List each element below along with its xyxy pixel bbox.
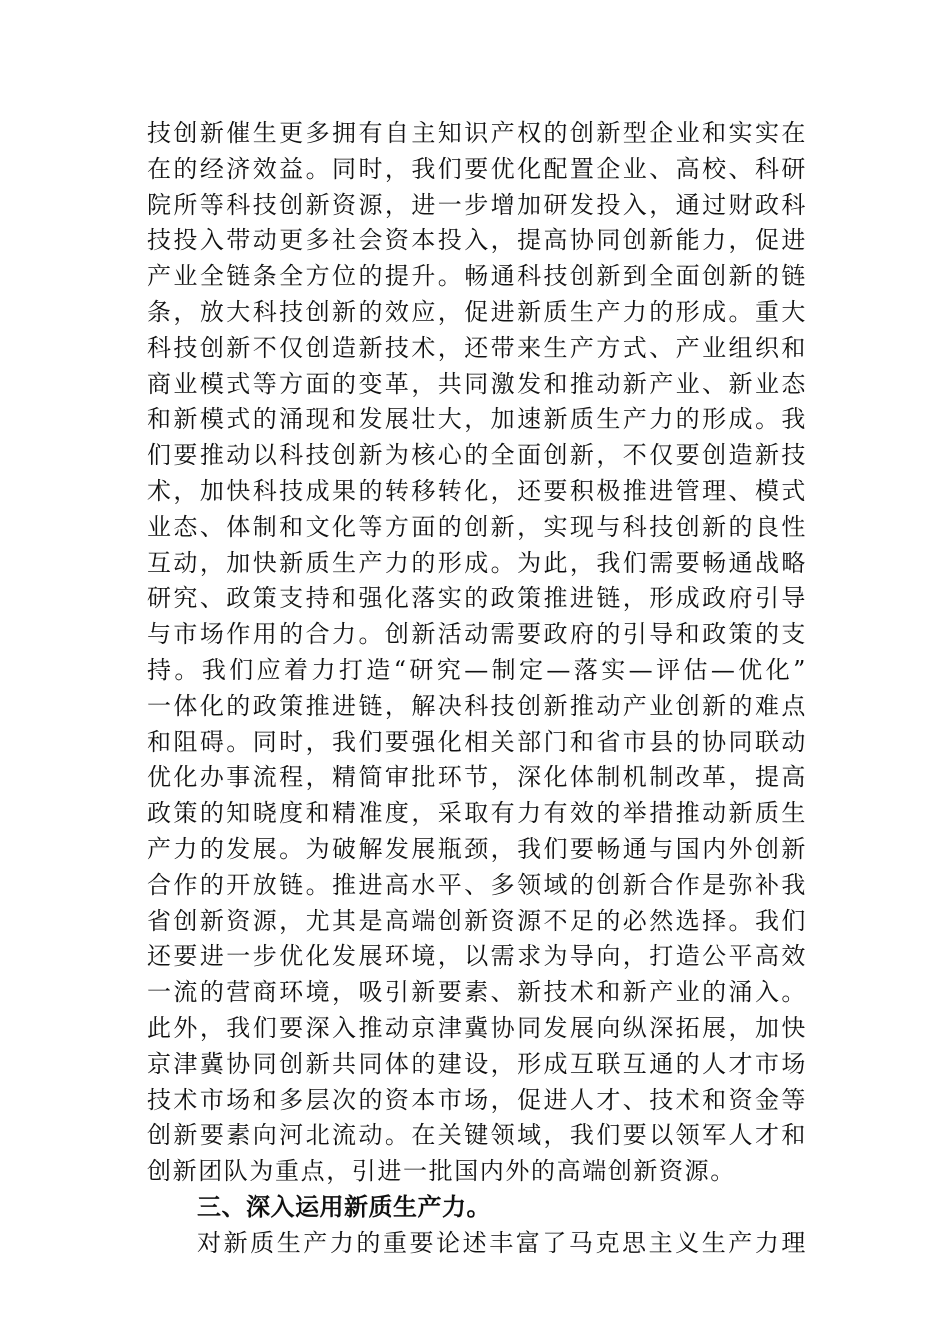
- paragraph-line: 京津冀协同创新共同体的建设，形成互联互通的人才市场: [147, 1049, 807, 1078]
- paragraph-line: 与市场作用的合力。创新活动需要政府的引导和政策的支: [147, 620, 807, 649]
- paragraph-line: 一流的营商环境，吸引新要素、新技术和新产业的涌入。: [147, 978, 807, 1007]
- paragraph-line: 优化办事流程，精简审批环节，深化体制机制改革，提高: [147, 763, 807, 792]
- paragraph-line: 创新要素向河北流动。在关键领域，我们要以领军人才和: [147, 1121, 807, 1150]
- paragraph-line: 互动，加快新质生产力的形成。为此，我们需要畅通战略: [147, 548, 807, 577]
- paragraph-line: 院所等科技创新资源，进一步增加研发投入，通过财政科: [147, 190, 807, 219]
- paragraph-line: 此外，我们要深入推动京津冀协同发展向纵深拓展，加快: [147, 1013, 807, 1042]
- paragraph-line: 产力的发展。为破解发展瓶颈，我们要畅通与国内外创新: [147, 834, 807, 863]
- paragraph-line: 们要推动以科技创新为核心的全面创新，不仅要创造新技: [147, 441, 807, 470]
- paragraph-line: 和新模式的涌现和发展壮大，加速新质生产力的形成。我: [147, 405, 807, 434]
- paragraph-line: 业态、体制和文化等方面的创新，实现与科技创新的良性: [147, 512, 807, 541]
- paragraph-line: 条，放大科技创新的效应，促进新质生产力的形成。重大: [147, 297, 807, 326]
- paragraph-line: 还要进一步优化发展环境，以需求为导向，打造公平高效: [147, 942, 807, 971]
- paragraph-line: 合作的开放链。推进高水平、多领域的创新合作是弥补我: [147, 870, 807, 899]
- paragraph-line: 研究、政策支持和强化落实的政策推进链，形成政府引导: [147, 584, 807, 613]
- paragraph-line: 对新质生产力的重要论述丰富了马克思主义生产力理: [197, 1228, 807, 1257]
- paragraph-continuation: [147, 116, 807, 1190]
- paragraph-line: 省创新资源，尤其是高端创新资源不足的必然选择。我们: [147, 906, 807, 935]
- paragraph-line: 和阻碍。同时，我们要强化相关部门和省市县的协同联动: [147, 727, 807, 756]
- paragraph-line: 产业全链条全方位的提升。畅通科技创新到全面创新的链: [147, 262, 807, 291]
- paragraph-line: 术，加快科技成果的转移转化，还要积极推进管理、模式: [147, 476, 807, 505]
- paragraph-line: 技术市场和多层次的资本市场，促进人才、技术和资金等: [147, 1085, 807, 1114]
- paragraph-line: 科技创新不仅创造新技术，还带来生产方式、产业组织和: [147, 333, 807, 362]
- document-body: [147, 116, 807, 1262]
- paragraph-line: 商业模式等方面的变革，共同激发和推动新产业、新业态: [147, 369, 807, 398]
- paragraph-line: 一体化的政策推进链，解决科技创新推动产业创新的难点: [147, 691, 807, 720]
- section-heading: 三、深入运用新质生产力。: [197, 1192, 491, 1221]
- paragraph-line: 技创新催生更多拥有自主知识产权的创新型企业和实实在: [147, 119, 807, 147]
- paragraph-line: 政策的知晓度和精准度，采取有力有效的举措推动新质生: [147, 799, 807, 828]
- paragraph-line: 创新团队为重点，引进一批国内外的高端创新资源。: [147, 1157, 736, 1186]
- paragraph-line: 在的经济效益。同时，我们要优化配置企业、高校、科研: [147, 154, 807, 183]
- paragraph-line: 技投入带动更多社会资本投入，提高协同创新能力，促进: [147, 226, 807, 255]
- paragraph-line: 持。我们应着力打造“研究—制定—落实—评估—优化”: [147, 655, 807, 684]
